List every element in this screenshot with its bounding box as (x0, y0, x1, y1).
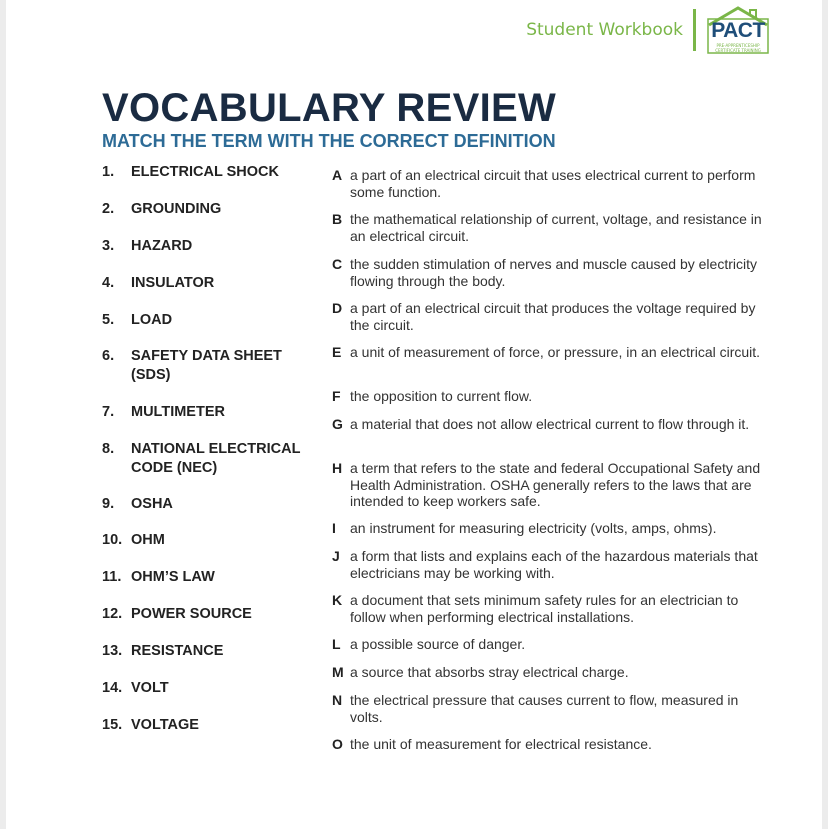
term-number: 10. (102, 532, 123, 548)
workbook-page (6, 0, 822, 829)
definition-text: an instrument for measuring electricity (volts, amps, ohms). (350, 520, 717, 536)
definition-text: a material that does not allow electrical current to flow through it. (350, 416, 750, 432)
definition-letter: G (332, 416, 343, 432)
definition-letter: O (332, 736, 343, 752)
definition-text: a document that sets minimum safety rules for an electrician to follow when performing electrical installations. (350, 592, 739, 625)
term-number: 5. (102, 312, 115, 328)
term-item (102, 274, 311, 293)
page-header (526, 4, 770, 56)
workbook-label: Student Workbook (526, 20, 683, 40)
term-label: HAZARD (131, 238, 193, 254)
definition-item (332, 548, 765, 581)
term-item (102, 605, 311, 624)
definition-letter: I (332, 520, 336, 536)
logo-text: PACT (711, 19, 765, 42)
header-divider (693, 9, 696, 51)
term-number: 4. (102, 275, 115, 291)
definition-item (332, 300, 765, 333)
definition-letter: C (332, 256, 343, 272)
definition-item (332, 388, 765, 405)
page-subtitle: MATCH THE TERM WITH THE CORRECT DEFINITION (102, 131, 556, 151)
term-item (102, 440, 311, 478)
definition-letter: H (332, 460, 343, 476)
definition-letter: D (332, 300, 343, 316)
term-item (102, 200, 311, 219)
term-item (102, 531, 311, 550)
definition-item (332, 211, 765, 244)
definition-text: a unit of measurement of force, or pressure, in an electrical circuit. (350, 344, 761, 360)
definition-text: a term that refers to the state and federal Occupational Safety and Health Administration. OSHA generally refers to the laws that are intended to keep workers safe. (350, 460, 761, 509)
term-item (102, 163, 311, 182)
definition-letter: L (332, 636, 341, 652)
term-label: MULTIMETER (131, 404, 225, 420)
term-label: VOLT (131, 680, 169, 696)
definition-text: a possible source of danger. (350, 636, 526, 652)
term-number: 3. (102, 238, 115, 254)
term-label: SAFETY DATA SHEET (SDS) (131, 348, 282, 383)
term-item (102, 347, 311, 385)
page-title: VOCABULARY REVIEW (102, 86, 557, 130)
definition-text: the opposition to current flow. (350, 388, 533, 404)
term-label: GROUNDING (131, 201, 222, 217)
term-number: 6. (102, 348, 115, 364)
term-label: INSULATOR (131, 275, 215, 291)
definition-item (332, 736, 765, 753)
definition-letter: E (332, 344, 342, 360)
definition-text: a source that absorbs stray electrical charge. (350, 664, 629, 680)
logo-subtext: PRE-APPRENTICESHIP CERTIFICATE TRAINING (715, 43, 761, 53)
definition-text: a part of an electrical circuit that produces the voltage required by the circuit. (350, 300, 756, 333)
definition-item (332, 520, 765, 537)
term-number: 7. (102, 404, 115, 420)
definition-text: the electrical pressure that causes current to flow, measured in volts. (350, 692, 739, 725)
term-number: 13. (102, 643, 123, 659)
term-label: OHM’S LAW (131, 569, 215, 585)
term-number: 9. (102, 496, 115, 512)
term-item (102, 311, 311, 330)
term-number: 8. (102, 441, 115, 457)
term-item (102, 679, 311, 698)
term-item (102, 568, 311, 587)
definition-item (332, 692, 765, 725)
definition-item (332, 256, 765, 289)
definition-letter: K (332, 592, 343, 608)
term-number: 11. (102, 569, 122, 585)
definition-letter: B (332, 211, 343, 227)
pact-logo (706, 5, 770, 55)
definition-letter: N (332, 692, 343, 708)
definition-text: the sudden stimulation of nerves and muscle caused by electricity flowing through the body. (350, 256, 757, 289)
definition-text: the mathematical relationship of current, voltage, and resistance in an electrical circuit. (350, 211, 762, 244)
term-label: RESISTANCE (131, 643, 224, 659)
term-label: POWER SOURCE (131, 606, 252, 622)
definition-text: a part of an electrical circuit that uses electrical current to perform some function. (350, 167, 756, 200)
definition-item (332, 344, 765, 361)
definition-item (332, 636, 765, 653)
definition-item (332, 460, 765, 510)
term-label: OSHA (131, 496, 173, 512)
definition-item (332, 592, 765, 625)
definition-item (332, 664, 765, 681)
definition-text: a form that lists and explains each of the hazardous materials that electricians may be working with. (350, 548, 758, 581)
definition-letter: F (332, 388, 341, 404)
term-label: LOAD (131, 312, 173, 328)
definition-letter: J (332, 548, 340, 564)
term-label: OHM (131, 532, 165, 548)
definition-item (332, 167, 765, 200)
term-label: NATIONAL ELECTRICAL CODE (NEC) (131, 441, 301, 476)
term-number: 2. (102, 201, 115, 217)
term-item (102, 716, 311, 735)
term-number: 15. (102, 717, 123, 733)
term-number: 14. (102, 680, 123, 696)
term-label: ELECTRICAL SHOCK (131, 164, 279, 180)
definition-text: the unit of measurement for electrical resistance. (350, 736, 652, 752)
term-item (102, 495, 311, 514)
definition-letter: M (332, 664, 344, 680)
term-label: VOLTAGE (131, 717, 199, 733)
term-item (102, 403, 311, 422)
term-number: 1. (102, 164, 115, 180)
term-number: 12. (102, 606, 123, 622)
definition-item (332, 416, 765, 433)
term-item (102, 642, 311, 661)
term-item (102, 237, 311, 256)
definition-letter: A (332, 167, 343, 183)
